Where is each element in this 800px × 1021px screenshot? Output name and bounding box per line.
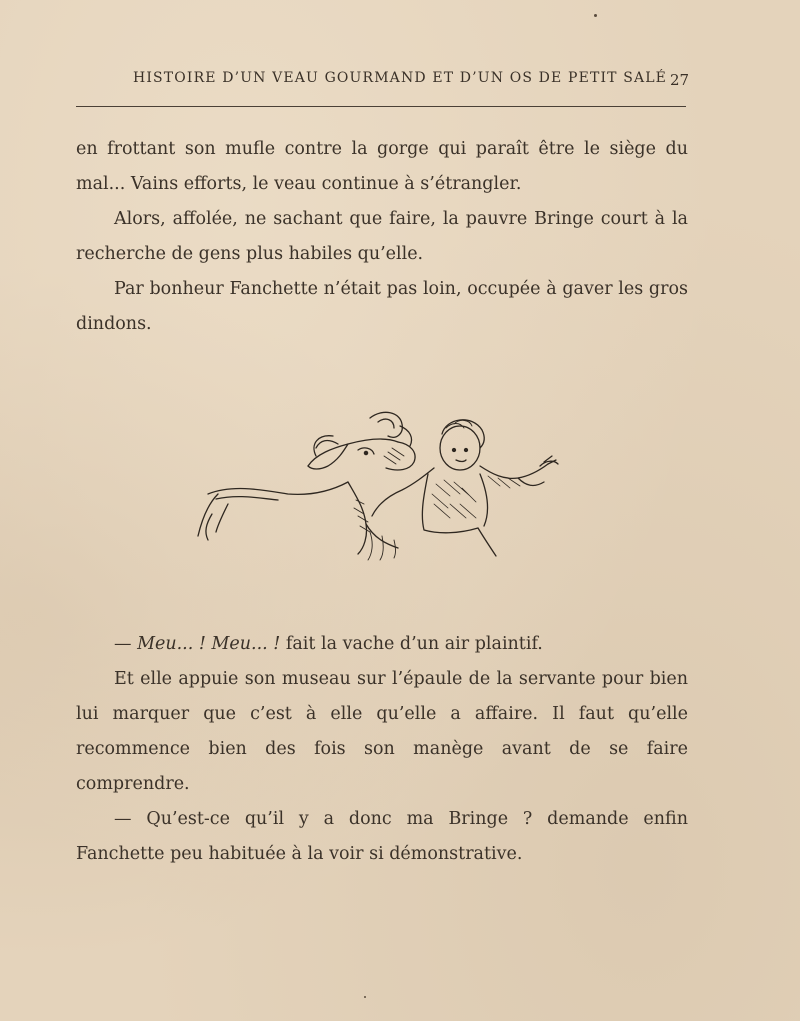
- text-block-bottom: [76, 627, 688, 872]
- page-number: 27: [670, 71, 690, 89]
- dialogue-rest: fait la vache d’un air plaintif.: [280, 634, 543, 654]
- cow-and-servant-sketch-icon: [188, 404, 568, 564]
- dialogue-dash: —: [114, 634, 138, 654]
- dialogue-line-1: [76, 627, 688, 662]
- header-rule: [76, 106, 686, 107]
- running-head: [0, 70, 800, 92]
- text-block-top: [76, 132, 688, 342]
- paper-speck: [364, 996, 366, 998]
- paragraph-1: en frottant son mufle contre la gorge qui paraît être le siège du mal... Vains efforts, le veau continue à s’étrangler.: [76, 139, 688, 194]
- running-title: HISTOIRE D’UN VEAU GOURMAND ET D’UN OS DE PETIT SALÉ: [133, 70, 668, 86]
- paragraph-2: Alors, affolée, ne sachant que faire, la pauvre Bringe court à la recherche de gens plus habiles qu’elle.: [76, 209, 688, 264]
- paragraph-4: Et elle appuie son museau sur l’épaule de la servante pour bien lui marquer que c’est à elle qu’elle a affaire. Il faut qu’elle recommence bien des fois son manège avant de se faire comprendre.: [76, 669, 688, 794]
- paper-speck: [594, 14, 597, 17]
- cow-sound: Meu... ! Meu... !: [137, 634, 281, 654]
- dialogue-line-2: — Qu’est-ce qu’il y a donc ma Bringe ? demande enfin Fanchette peu habituée à la voir si démonstrative.: [76, 809, 688, 864]
- paragraph-3: Par bonheur Fanchette n’était pas loin, occupée à gaver les gros dindons.: [76, 279, 688, 334]
